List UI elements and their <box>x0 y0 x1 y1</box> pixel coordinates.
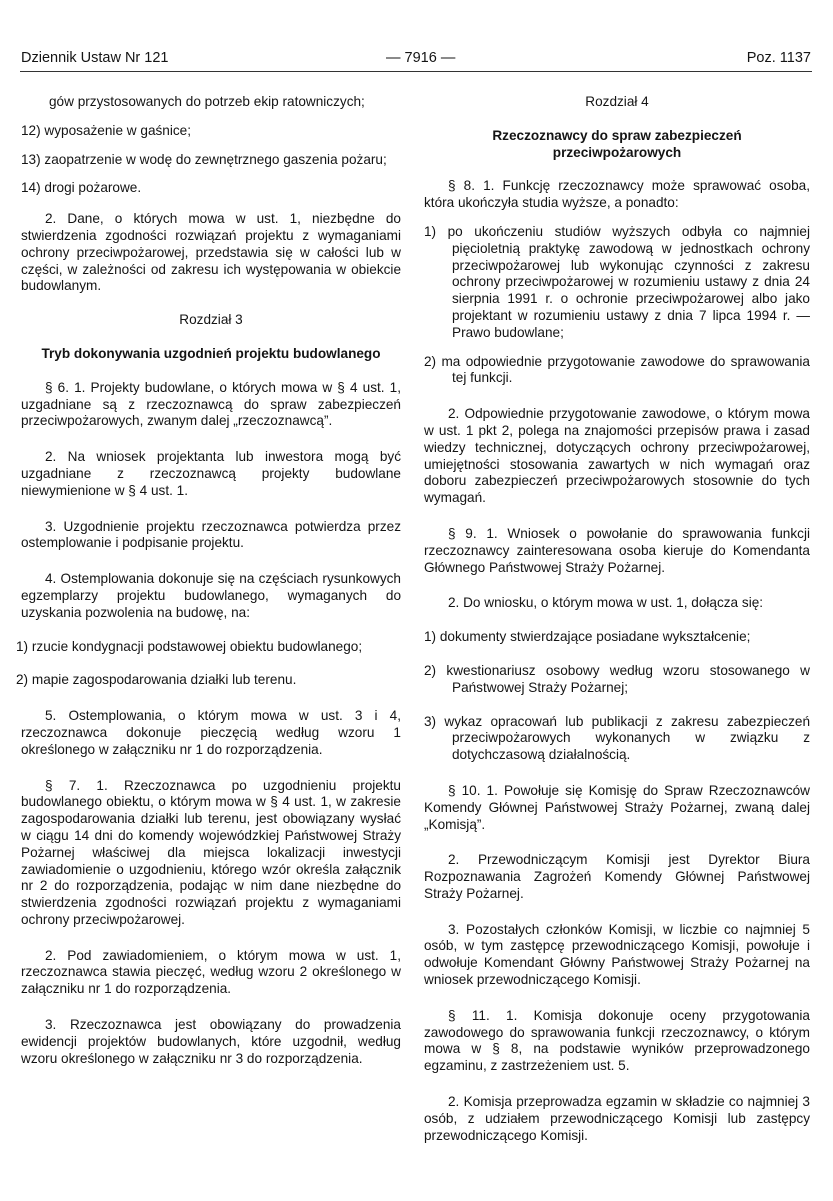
paragraph: gów przystosowanych do potrzeb ekip ratowniczych; <box>49 94 365 109</box>
list-item: 1) dokumenty stwierdzające posiadane wykształcenie; <box>424 629 751 645</box>
list-item: 13) zaopatrzenie w wodę do zewnętrznego gaszenia pożaru; <box>21 151 387 167</box>
paragraph: 2. Odpowiednie przygotowanie zawodowe, o którym mowa w ust. 1 pkt 2, polega na znajomości przepisów prawa i zasad wiedzy technicznej, dotyczących ochrony przeciwpożarowej, umiejętności stosowania zawartych w nich wymagań oraz doboru zabezpieczeń przeciwpożarowych stosownie do tych wymagań. <box>424 406 810 506</box>
page-header <box>21 50 811 70</box>
paragraph: 3. Uzgodnienie projektu rzeczoznawca potwierdza przez ostemplowanie i podpisanie projektu. <box>21 518 401 551</box>
list-item: 2) ma odpowiednie przygotowanie zawodowe do sprawowania tej funkcji. <box>424 353 810 386</box>
paragraph: § 10. 1. Powołuje się Komisję do Spraw Rzeczoznawców Komendy Głównej Państwowej Straży Pożarnej, zwaną dalej „Komisją”. <box>424 782 810 832</box>
paragraph: § 6. 1. Projekty budowlane, o których mowa w § 4 ust. 1, uzgadniane są z rzeczoznawcą do spraw zabezpieczeń przeciwpożarowych, zwanym dalej „rzeczoznawcą”. <box>21 379 401 429</box>
paragraph: 2. Przewodniczącym Komisji jest Dyrektor Biura Rozpoznawania Zagrożeń Komendy Głównej Państwowej Straży Pożarnej. <box>424 852 810 901</box>
list-item: 1) po ukończeniu studiów wyższych odbyła co najmniej pięcioletnią praktykę zawodową w jednostkach ochrony przeciwpożarowej lub wykonując czynności z zakresu ochrony przeciwpożarowej w rozumieniu ustawy z dnia 24 sierpnia 1991 r. o ochronie przeciwpożarowej albo jako projektant w rozumieniu ustawy z dnia 7 lipca 1994 r. — Prawo budowlane; <box>424 223 810 340</box>
paragraph: 2. Komisja przeprowadza egzamin w składzie co najmniej 3 osób, z udziałem przewodniczącego Komisji lub zastępcy przewodniczącego Komisji. <box>424 1094 810 1143</box>
paragraph: 3. Rzeczoznawca jest obowiązany do prowadzenia ewidencji projektów budowlanych, które uzgodnił, według wzoru określonego w załączniku nr 3 do rozporządzenia. <box>21 1017 401 1066</box>
chapter-number: Rozdział 3 <box>179 312 243 328</box>
paragraph: § 7. 1. Rzeczoznawca po uzgodnieniu projektu budowlanego obiektu, o którym mowa w § 4 ust. 1, w zakresie zagospodarowania działki lub terenu, jest obowiązany wysłać w ciągu 14 dni do komendy wojewódzkiej Państwowej Straży Pożarnej właściwej dla miejsca lokalizacji inwestycji zawiadomienie o uzgodnieniu, którego wzór określa załącznik nr 2 do rozporządzenia, podając w nim dane niezbędne do stwierdzenia zgodności rozwiązań projektu z wymaganiami ochrony przeciwpożarowej. <box>21 777 401 927</box>
chapter-number: Rozdział 4 <box>585 94 649 109</box>
list-item: 1) rzucie kondygnacji podstawowej obiektu budowlanego; <box>16 638 363 654</box>
left-column <box>16 94 401 1079</box>
paragraph: 3. Pozostałych członków Komisji, w liczbie co najmniej 5 osób, w tym zastępcę przewodniczącego Komisji, powołuje i odwołuje Komendant Główny Państwowej Straży Pożarnej na wniosek przewodniczącego Komisji. <box>424 921 810 988</box>
list-item: 3) wykaz opracowań lub publikacji z zakresu zabezpieczeń przeciwpożarowych wykonanych w związku z dotychczasową działalnością. <box>424 713 810 763</box>
list-item: 2) mapie zagospodarowania działki lub terenu. <box>16 672 297 688</box>
page-number: — 7916 — <box>386 50 456 66</box>
position-number: Poz. 1137 <box>746 50 811 66</box>
list-item: 2) kwestionariusz osobowy według wzoru stosowanego w Państwowej Straży Pożarnej; <box>424 662 810 695</box>
list-item: 12) wyposażenie w gaśnice; <box>21 122 192 138</box>
paragraph: 2. Do wniosku, o którym mowa w ust. 1, dołącza się: <box>448 595 764 611</box>
paragraph: 5. Ostemplowania, o którym mowa w ust. 3 i 4, rzeczoznawca dokonuje pieczęcią według wzoru 1 określonego w załączniku nr 1 do rozporządzenia. <box>21 708 401 757</box>
right-column <box>424 94 810 1156</box>
chapter-title: Rzeczoznawcy do spraw zabezpieczeń przeciwpożarowych <box>492 127 742 160</box>
paragraph: 4. Ostemplowania dokonuje się na częściach rysunkowych egzemplarzy projektu budowlanego, wymaganych do uzyskania pozwolenia na budowę, na: <box>21 571 401 620</box>
journal-title: Dziennik Ustaw Nr 121 <box>21 50 169 66</box>
paragraph: 2. Na wniosek projektanta lub inwestora mogą być uzgadniane z rzeczoznawcą projekty budowlane niewymienione w § 4 ust. 1. <box>21 449 401 498</box>
list-item: 14) drogi pożarowe. <box>21 180 142 196</box>
header-rule <box>20 71 812 72</box>
paragraph: 2. Pod zawiadomieniem, o którym mowa w ust. 1, rzeczoznawca stawia pieczęć, według wzoru 2 określonego w załączniku nr 1 do rozporządzenia. <box>21 947 401 997</box>
paragraph: § 11. 1. Komisja dokonuje oceny przygotowania zawodowego do sprawowania funkcji rzeczoznawcy, o którym mowa w § 8, na podstawie wyników przeprowadzonego egzaminu, z zastrzeżeniem ust. 5. <box>424 1007 810 1074</box>
paragraph: § 9. 1. Wniosek o powołanie do sprawowania funkcji rzeczoznawcy zainteresowana osoba kieruje do Komendanta Głównego Państwowej Straży Pożarnej. <box>424 525 810 575</box>
paragraph: 2. Dane, o których mowa w ust. 1, niezbędne do stwierdzenia zgodności rozwiązań projektu z wymaganiami ochrony przeciwpożarowej, przedstawia się w całości lub w części, w zależności od zakresu ich występowania w obiekcie budowlanym. <box>21 211 401 294</box>
chapter-title: Tryb dokonywania uzgodnień projektu budowlanego <box>41 345 381 361</box>
paragraph: § 8. 1. Funkcję rzeczoznawcy może sprawować osoba, która ukończyła studia wyższe, a ponadto: <box>424 178 810 211</box>
